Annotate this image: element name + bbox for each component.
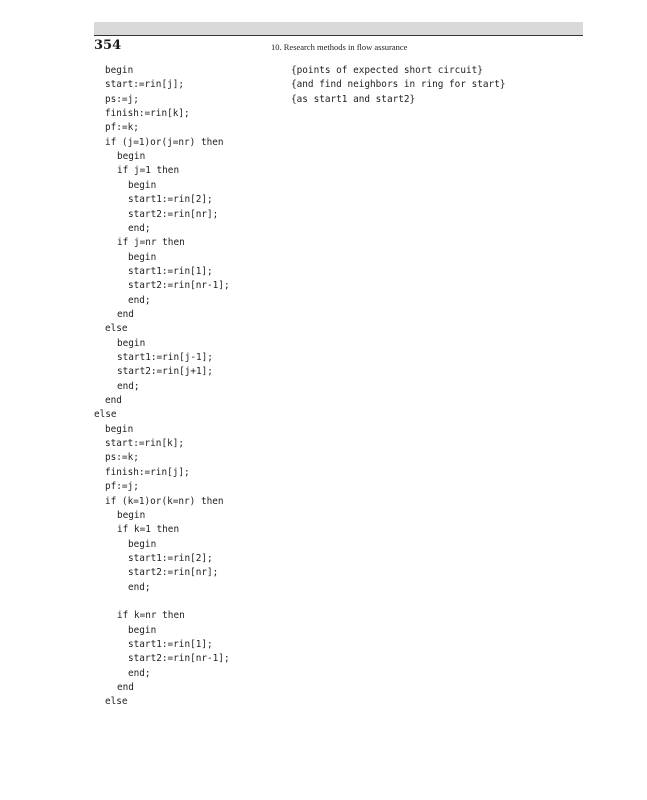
code-line: ps:=k;: [105, 452, 139, 464]
code-line: start:=rin[j];: [105, 79, 185, 91]
code-line: begin: [105, 65, 134, 76]
code-line: if (k=1)or(k=nr) then: [105, 495, 224, 507]
code-line: begin: [128, 251, 157, 263]
code-comment: {as start1 and start2}: [291, 93, 416, 105]
code-line: end: [117, 308, 134, 320]
code-line: start1:=rin[2];: [128, 552, 213, 564]
header-rule: [94, 35, 583, 36]
code-line: end;: [128, 667, 151, 679]
code-line: if j=1 then: [117, 165, 180, 177]
code-line: begin: [128, 624, 157, 636]
code-line: start1:=rin[1];: [128, 639, 213, 650]
code-comment: {points of expected short circuit}: [291, 65, 483, 76]
code-line: begin: [128, 538, 157, 550]
code-line: end: [105, 395, 122, 407]
code-line: start2:=rin[nr-1];: [128, 280, 230, 292]
code-line: pf:=k;: [105, 122, 139, 134]
code-line: end: [117, 682, 134, 694]
code-line: else: [105, 323, 128, 335]
code-line: finish:=rin[j];: [105, 466, 190, 478]
code-line: start2:=rin[j+1];: [117, 366, 213, 378]
code-line: begin: [117, 337, 146, 349]
code-line: finish:=rin[k];: [105, 108, 190, 120]
code-line: begin: [117, 509, 146, 521]
code-line: end;: [128, 294, 151, 306]
page-number: 354: [94, 38, 122, 53]
code-line: else: [105, 696, 128, 708]
code-line: ps:=j;: [105, 93, 139, 105]
code-line: begin: [128, 179, 157, 191]
running-head: 10. Research methods in flow assurance: [271, 42, 408, 52]
code-line: end;: [128, 581, 151, 593]
code-line: start2:=rin[nr];: [128, 567, 219, 579]
code-line: start1:=rin[j-1];: [117, 352, 213, 363]
code-line: start:=rin[k];: [105, 438, 185, 450]
code-line: begin: [117, 151, 146, 163]
code-line: end;: [128, 222, 151, 234]
code-line: end;: [117, 380, 140, 392]
code-line: if k=nr then: [117, 610, 185, 622]
code-line: else: [94, 409, 117, 421]
code-line: start2:=rin[nr];: [128, 208, 219, 220]
code-line: start2:=rin[nr-1];: [128, 653, 230, 665]
header-band: [94, 22, 583, 35]
code-line: begin: [105, 423, 134, 435]
code-comment: {and find neighbors in ring for start}: [291, 79, 506, 91]
code-line: start1:=rin[2];: [128, 194, 213, 206]
code-line: pf:=j;: [105, 481, 139, 493]
code-line: start1:=rin[1];: [128, 265, 213, 277]
code-line: if j=nr then: [117, 237, 185, 249]
code-line: if (j=1)or(j=nr) then: [105, 136, 224, 148]
code-line: if k=1 then: [117, 524, 180, 536]
